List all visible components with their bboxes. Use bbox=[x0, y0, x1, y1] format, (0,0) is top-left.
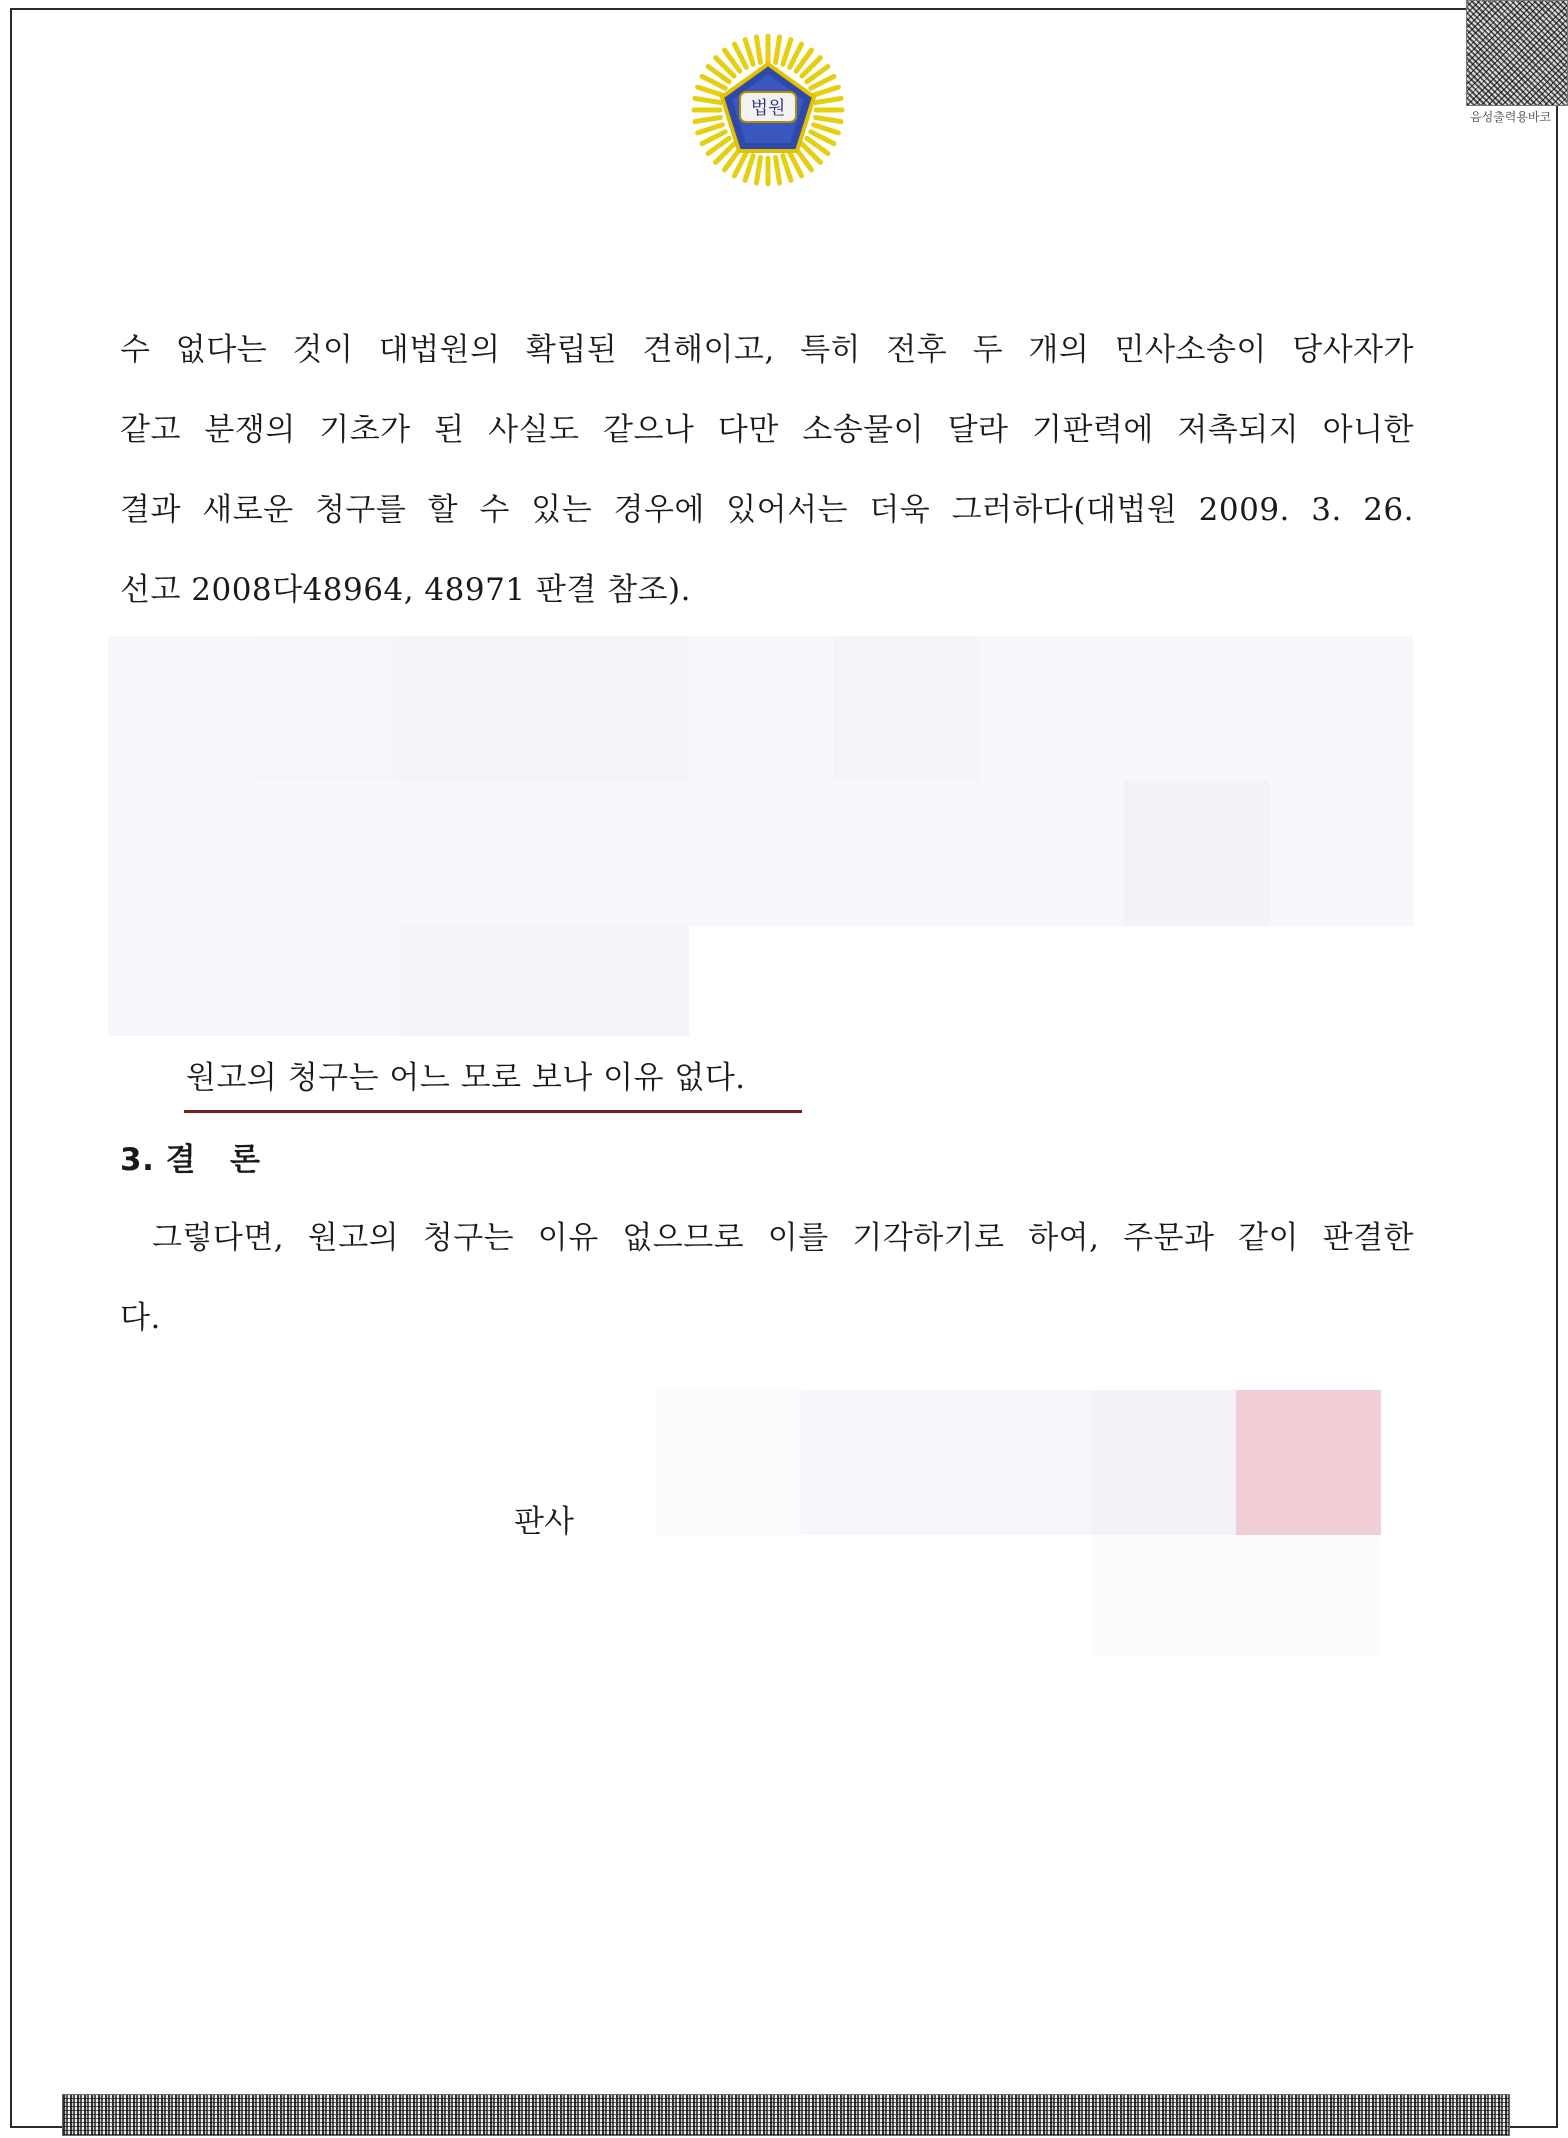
paragraph-line: 같고 분쟁의 기초가 된 사실도 같으나 다만 소송물이 달라 기판력에 저촉되지 아니한 bbox=[120, 412, 1414, 448]
conclusion-sentence: 원고의 청구는 어느 모로 보나 이유 없다. bbox=[186, 1060, 746, 1096]
judge-label: 판사 bbox=[514, 1504, 574, 1540]
paragraph-line: 다. bbox=[120, 1300, 161, 1336]
seal-mark bbox=[1236, 1390, 1381, 1535]
body-paragraph bbox=[120, 310, 1414, 630]
paragraph-line: 결과 새로운 청구를 할 수 있는 경우에 있어서는 더욱 그러하다(대법원 2009. 3. 26. bbox=[120, 492, 1414, 528]
emblem-text: 법원 bbox=[750, 98, 786, 119]
paragraph-line: 그렇다면, 원고의 청구는 이유 없으므로 이를 기각하기로 하여, 주문과 같이 판결한 bbox=[152, 1220, 1414, 1256]
final-paragraph bbox=[120, 1198, 1414, 1358]
qr-code bbox=[1466, 0, 1568, 106]
qr-caption: 음성출력용바코 bbox=[1470, 110, 1552, 124]
paragraph-line: 선고 2008다48964, 48971 판결 참조). bbox=[120, 572, 691, 608]
section-heading: 3. 결 론 bbox=[120, 1142, 261, 1178]
underline-mark bbox=[184, 1110, 802, 1113]
court-emblem-logo bbox=[690, 34, 846, 190]
paragraph-line: 수 없다는 것이 대법원의 확립된 견해이고, 특히 전후 두 개의 민사소송이 당사자가 bbox=[120, 332, 1414, 368]
barcode bbox=[62, 2094, 1510, 2136]
